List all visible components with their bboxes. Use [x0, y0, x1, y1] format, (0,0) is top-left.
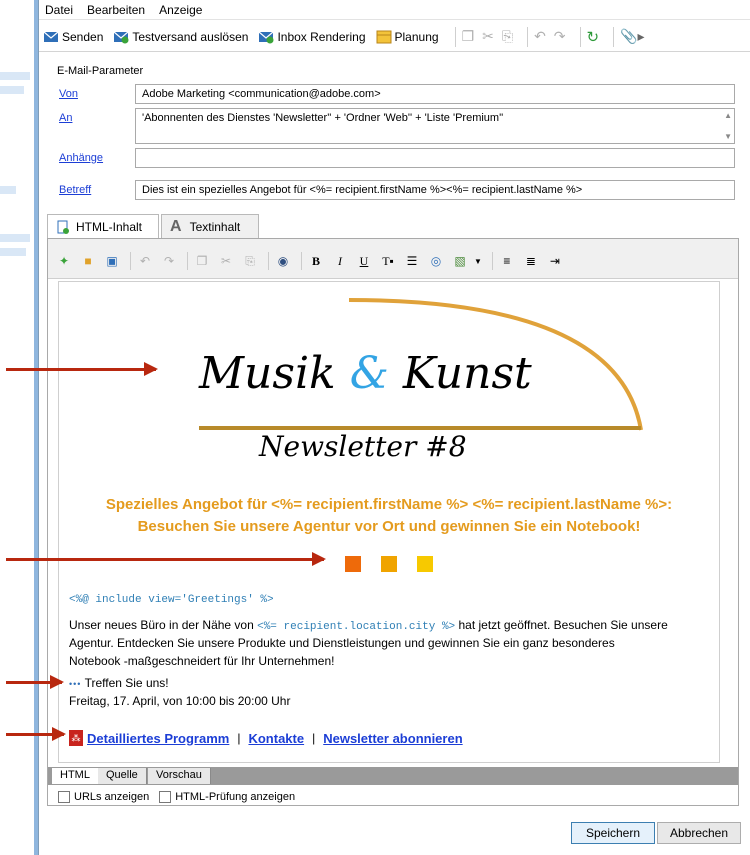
insert-link-icon[interactable]: ◎ — [430, 254, 442, 268]
save-button[interactable]: Speichern — [571, 822, 655, 844]
toolbar-separator — [580, 27, 581, 47]
text-letter-icon: A — [170, 217, 182, 235]
content-tabs — [47, 214, 747, 238]
toolbar-separator — [613, 27, 614, 47]
send-label: Senden — [62, 29, 104, 44]
main-toolbar — [39, 22, 750, 52]
undo-icon[interactable]: ↶ — [139, 254, 151, 268]
body-line-2: Agentur. Entdecken Sie unsere Produkte und Dienstleistungen und gewinnen Sie ein ganz besonderes — [69, 636, 615, 650]
annotation-arrow — [6, 733, 64, 736]
toolbar-separator — [527, 27, 528, 47]
footer-links — [69, 730, 463, 746]
editor-canvas[interactable] — [58, 281, 720, 763]
planning-label: Planung — [394, 29, 439, 44]
new-document-icon[interactable]: ✦ — [58, 254, 70, 268]
find-binoculars-icon[interactable]: ◉ — [277, 254, 289, 268]
redo-icon[interactable]: ↷ — [553, 28, 566, 44]
underline-icon[interactable]: U — [359, 253, 369, 268]
copy-icon[interactable]: ❐ — [461, 28, 475, 44]
editor-toolbar — [48, 239, 738, 279]
offer-line-2: Besuchen Sie unsere Agentur vor Ort und gewinnen Sie ein Notebook! — [137, 518, 641, 535]
ghost-row — [0, 72, 30, 80]
city-code: <%= recipient.location.city %> — [257, 621, 456, 633]
test-send-label: Testversand auslösen — [132, 29, 249, 44]
body-line-3: Notebook -maßgeschneidert für Ihr Unternehmen! — [69, 654, 335, 668]
toolbar-separator — [187, 252, 188, 270]
envelope-icon — [43, 30, 59, 44]
annotation-arrow — [6, 368, 156, 371]
toolbar-separator — [455, 27, 456, 47]
indent-icon[interactable]: ⇥ — [549, 254, 560, 268]
to-label[interactable]: An — [59, 112, 73, 124]
newsletter-number: Newsletter #8 — [259, 430, 467, 463]
subject-field[interactable]: Dies ist ein spezielles Angebot für <%= recipient.firstName %><%= recipient.lastName %> — [135, 180, 735, 200]
program-link[interactable]: Detailliertes Programm — [87, 730, 230, 746]
from-field[interactable]: Adobe Marketing <communication@adobe.com> — [135, 84, 735, 104]
link-separator: | — [312, 731, 316, 745]
envelope-check-icon — [113, 30, 129, 44]
cut-icon[interactable]: ✂ — [220, 254, 232, 268]
toolbar-separator — [130, 252, 131, 270]
envelope-check-icon — [258, 30, 274, 44]
logo-word-kunst: Kunst — [402, 348, 532, 399]
tab-html-label: HTML-Inhalt — [76, 220, 143, 234]
scroll-down-icon[interactable]: ▼ — [724, 132, 732, 141]
inbox-rendering-button[interactable] — [258, 30, 365, 44]
to-field[interactable] — [135, 108, 735, 144]
bold-icon[interactable]: B — [311, 253, 320, 268]
tab-text-label: Textinhalt — [189, 219, 241, 234]
save-icon[interactable]: ▣ — [106, 254, 118, 268]
contacts-link[interactable]: Kontakte — [248, 730, 305, 746]
meet-us-line — [69, 676, 169, 690]
paste-icon[interactable]: ⎘ — [245, 253, 255, 268]
inbox-rendering-label: Inbox Rendering — [277, 29, 366, 44]
ellipsis-icon: ••• — [69, 679, 82, 689]
chevron-down-icon[interactable]: ▼ — [474, 256, 482, 266]
date-line: Freitag, 17. April, von 10:00 bis 20:00 Uhr — [69, 694, 291, 708]
attachments-field[interactable] — [135, 148, 735, 168]
paste-icon[interactable]: ⎘ — [501, 28, 514, 44]
view-tabs-bar — [48, 767, 738, 785]
calendar-icon — [376, 30, 392, 44]
redo-icon[interactable]: ↷ — [163, 254, 175, 268]
dialog-window — [38, 0, 750, 855]
ghost-row — [0, 186, 16, 194]
align-left-icon[interactable]: ≡ — [503, 254, 511, 268]
toolbar-separator — [268, 252, 269, 270]
open-folder-icon[interactable]: ■ — [84, 254, 92, 268]
ghost-row — [0, 234, 30, 242]
params-legend: E-Mail-Parameter — [57, 65, 144, 77]
insert-image-icon[interactable]: ▧ — [454, 254, 466, 268]
logo-ampersand: & — [349, 348, 389, 399]
test-send-button[interactable] — [113, 30, 248, 44]
attachments-label[interactable]: Anhänge — [59, 152, 104, 164]
from-label[interactable]: Von — [59, 88, 78, 100]
italic-icon[interactable]: I — [338, 253, 342, 268]
annotation-arrow — [6, 681, 62, 684]
bullet-list-icon[interactable]: ☰ — [406, 254, 418, 268]
menu-bearbeiten[interactable]: Bearbeiten — [87, 2, 146, 17]
email-parameters — [45, 62, 745, 210]
menu-anzeige[interactable]: Anzeige — [159, 2, 203, 17]
background-window-strip — [0, 0, 38, 855]
meet-us-text: Treffen Sie uns! — [84, 676, 169, 690]
include-code: <%@ include view='Greetings' %> — [69, 594, 274, 606]
to-value: 'Abonnenten des Dienstes 'Newsletter'' + 'Ordner 'Web'' + 'Liste 'Premium'' — [142, 112, 504, 124]
tab-html-view[interactable]: HTML — [52, 768, 99, 784]
undo-icon[interactable]: ↶ — [534, 28, 546, 44]
logo-title — [199, 348, 532, 399]
text-color-icon[interactable]: T▪ — [382, 253, 394, 268]
ghost-row — [0, 86, 24, 94]
menu-bar — [39, 0, 750, 20]
body-line-1 — [69, 618, 668, 633]
subject-label[interactable]: Betreff — [59, 184, 92, 196]
cut-icon[interactable]: ✂ — [482, 28, 494, 44]
body-text-post: hat jetzt geöffnet. Besuchen Sie unsere — [455, 618, 668, 632]
cancel-button[interactable]: Abbrechen — [657, 822, 741, 844]
editor-options — [58, 789, 738, 805]
attachment-icon[interactable]: 📎▸ — [620, 28, 645, 44]
copy-icon[interactable]: ❐ — [196, 254, 208, 268]
align-center-icon[interactable]: ≣ — [525, 254, 536, 268]
html-document-icon — [56, 220, 70, 234]
subscribe-link[interactable]: Newsletter abonnieren — [323, 730, 463, 746]
body-text-pre: Unser neues Büro in der Nähe von — [69, 618, 258, 632]
toolbar-separator — [301, 252, 302, 270]
offer-line-1: Spezielles Angebot für <%= recipient.firstName %> <%= recipient.lastName %>: — [105, 496, 673, 513]
link-separator: | — [237, 731, 241, 745]
color-swatch-orange — [345, 556, 361, 572]
pdf-icon: ⁂ — [69, 730, 83, 746]
html-editor — [47, 238, 739, 806]
annotation-arrow — [6, 558, 324, 561]
scroll-up-icon[interactable]: ▲ — [724, 111, 732, 120]
menu-datei[interactable]: Datei — [45, 2, 74, 17]
html-check-label: HTML-Prüfung anzeigen — [175, 791, 296, 803]
tab-preview-view[interactable]: Vorschau — [148, 768, 211, 784]
logo-word-musik: Musik — [199, 348, 336, 399]
ghost-row — [0, 248, 26, 256]
refresh-icon[interactable]: ↻ — [586, 28, 600, 46]
planning-button[interactable] — [376, 30, 439, 44]
tab-text-content[interactable] — [161, 214, 259, 238]
toolbar-separator — [492, 252, 493, 270]
show-urls-checkbox[interactable] — [58, 791, 70, 803]
color-swatch-yellow — [417, 556, 433, 572]
html-check-checkbox[interactable] — [159, 791, 171, 803]
color-swatch-amber — [381, 556, 397, 572]
send-button[interactable] — [43, 30, 103, 44]
tab-html-content[interactable] — [47, 214, 159, 239]
show-urls-label: URLs anzeigen — [74, 791, 150, 803]
tab-source-view[interactable]: Quelle — [98, 768, 147, 784]
